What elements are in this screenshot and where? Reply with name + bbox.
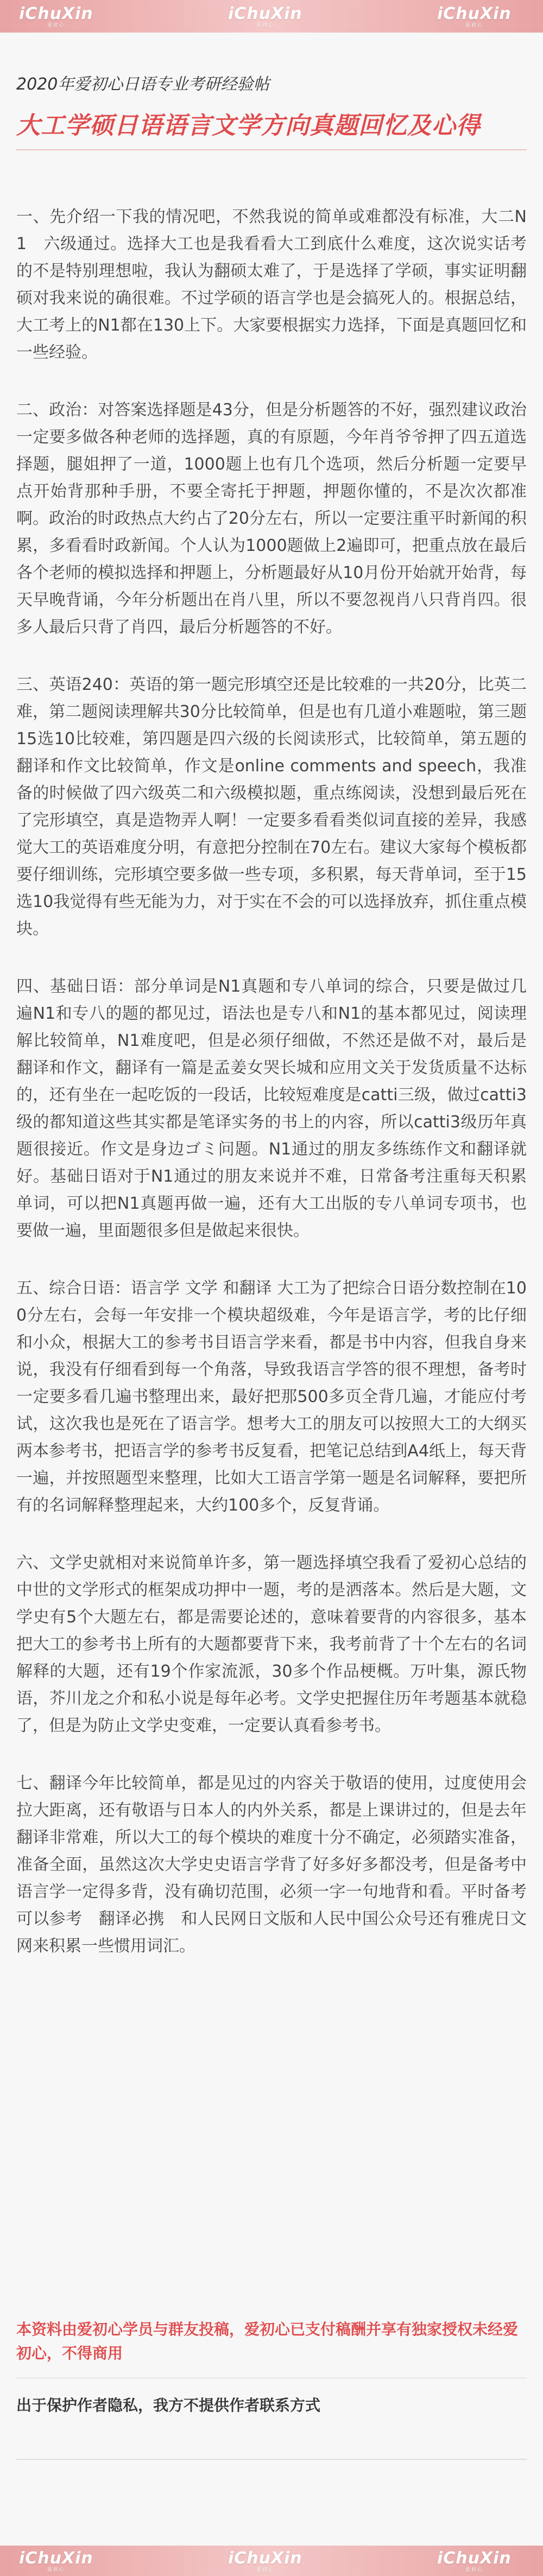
brand-logo-subtext: 爱初心 <box>465 23 483 28</box>
section-paragraph-english: 三、英语240：英语的第一题完形填空还是比较难的一共20分，比英二难，第二题阅读理解共30分比较简单，但是也有几道小难题啦，第三题15选10比较难，第四题是四六级的长阅读形式，比较简单，第五题的翻译和作文比较简单，作文是online comments and speech，我准备的时候做了四六级英二和六级模拟题，重点练阅读，没想到最后死在了完形填空，真是造物弄人啊！一定要多看看类似词直接的差异，我感觉大工的英语难度分明，有意把分控制在70左右。建议大家每个模板都要仔细训练，完形填空要多做一些专项，多积累，每天背单词，至于15选10我觉得有些无能为力，对于实在不会的可以选择放弃，抓住重点模块。 <box>16 675 527 938</box>
brand-logo-text: iChuXin <box>19 2549 93 2568</box>
copyright-notice: 本资料由爱初心学员与群友投稿，爱初心已支付稿酬并享有独家授权未经爱初心，不得商用 <box>16 2320 519 2362</box>
brand-logo <box>437 2549 512 2573</box>
brand-logo <box>228 4 302 28</box>
brand-logo-subtext: 爱初心 <box>256 2567 274 2573</box>
brand-logo-text: iChuXin <box>437 2549 512 2568</box>
brand-logo <box>228 2549 302 2573</box>
page-subtitle: 2020年爱初心日语专业考研经验帖 <box>16 75 270 94</box>
brand-logo <box>19 4 93 28</box>
section-paragraph-comprehensive-japanese: 五、综合日语：语言学 文学 和翻译 大工为了把综合日语分数控制在100分左右，会每一年安排一个模块超级难，今年是语言学，考的比仔细和小众，根据大工的参考书目语言学来看，都是书中内容，但我自身来说，我没有仔细看到每一个角落，导致我语言学答的很不理想，备考时一定要多看几遍书整理出来，最好把那500多页全背几遍，才能应付考试，这次我也是死在了语言学。想考大工的朋友可以按照大工的大纲买两本参考书，把语言学的参考书反复看，把笔记总结到A4纸上，每天背一遍，并按照题型来整理，比如大工语言学第一题是名词解释，要把所有的名词解释整理起来，大约100多个，反复背诵。 <box>16 1279 527 1515</box>
footer-divider <box>16 2459 527 2460</box>
brand-logo-subtext: 爱初心 <box>465 2567 483 2573</box>
brand-logo-subtext: 爱初心 <box>47 2567 65 2573</box>
title-divider <box>16 149 527 150</box>
article-body <box>16 204 527 1990</box>
brand-logo-subtext: 爱初心 <box>47 23 65 28</box>
brand-logo-text: iChuXin <box>228 2549 302 2568</box>
privacy-notice: 出于保护作者隐私，我方不提供作者联系方式 <box>16 2396 321 2414</box>
brand-logo-text: iChuXin <box>19 4 93 23</box>
section-paragraph-translation: 七、翻译今年比较简单，都是见过的内容关于敬语的使用，过度使用会拉大距离，还有敬语与日本人的内外关系，都是上课讲过的，但是去年翻译非常难，所以大工的每个模块的难度十分不确定，必须踏实准备，准备全面，虽然这次大学史史语言学背了好多好多都没考，但是备考中语言学一定得多背，没有确切范围，必须一字一句地背和看。平时备考可以参考 翻译必携 和人民网日文版和人民中国公众号还有雅虎日文网来积累一些惯用词汇。 <box>16 1774 527 1956</box>
section-paragraph-politics: 二、政治：对答案选择题是43分，但是分析题答的不好，强烈建议政治一定要多做各种老师的选择题，真的有原题，今年肖爷爷押了四五道选择题，腿姐押了一道，1000题上也有几个选项，然后分析题一定要早点开始背那种手册，不要全寄托于押题，押题你懂的，不是次次都准啊。政治的时政热点大约占了20分左右，所以一定要注重平时新闻的积累，多看看时政新闻。个人认为1000题做上2遍即可，把重点放在最后各个老师的模拟选择和押题上，分析题最好从10月份开始就开始背，每天早晚背诵，今年分析题出在肖八里，所以不要忽视肖八只背肖四。很多人最后只背了肖四，最后分析题答的不好。 <box>16 401 527 637</box>
header-banner <box>0 0 543 33</box>
section-paragraph-literature-history: 六、文学史就相对来说简单许多，第一题选择填空我看了爱初心总结的中世的文学形式的框架成功押中一题，考的是洒落本。然后是大题，文学史有5个大题左右，都是需要论述的，意味着要背的内容很多，基本把大工的参考书上所有的大题都要背下来，我考前背了十个左右的名词解释的大题，还有19个作家流派，30多个作品梗概。万叶集，源氏物语，芥川龙之介和私小说是每年必考。文学史把握住历年考题基本就稳了，但是为防止文学史变难，一定要认真看参考书。 <box>16 1553 527 1735</box>
page-title: 大工学硕日语语言文学方向真题回忆及心得 <box>16 112 481 139</box>
brand-logo <box>19 2549 93 2573</box>
footer-banner <box>0 2546 543 2576</box>
section-paragraph-basic-japanese: 四、基础日语：部分单词是N1真题和专八单词的综合，只要是做过几遍N1和专八的题的都见过，语法也是专八和N1的基本都见过，阅读理解比较简单，N1难度吧，但是必须仔细做，不然还是做不对，最后是翻译和作文，翻译有一篇是孟姜女哭长城和应用文关于发货质量不达标的，还有坐在一起吃饭的一段话，比较短难度是catti三级，做过catti3级的都知道这些其实都是笔译实务的书上的内容，所以catti3级历年真题很接近。作文是身边ゴミ问题。N1通过的朋友多练练作文和翻译就好。基础日语对于N1通过的朋友来说并不难，日常备考注重每天积累单词，可以把N1真题再做一遍，还有大工出版的专八单词专项书，也要做一遍，里面题很多但是做起来很快。 <box>16 977 527 1240</box>
brand-logo-text: iChuXin <box>228 4 302 23</box>
brand-logo-subtext: 爱初心 <box>256 23 274 28</box>
section-paragraph-intro: 一、先介绍一下我的情况吧，不然我说的简单或难都没有标准，大二N1 六级通过。选择大工也是我看看大工到底什么难度，这次说实话考的不是特别理想啦，我认为翻硕太难了，于是选择了学硕，事实证明翻硕对我来说的确很难。不过学硕的语言学也是会搞死人的。根据总结，大工考上的N1都在130上下。大家要根据实力选择，下面是真题回忆和一些经验。 <box>16 207 527 362</box>
brand-logo <box>437 4 512 28</box>
brand-logo-text: iChuXin <box>437 4 512 23</box>
notice-divider <box>16 2377 527 2378</box>
